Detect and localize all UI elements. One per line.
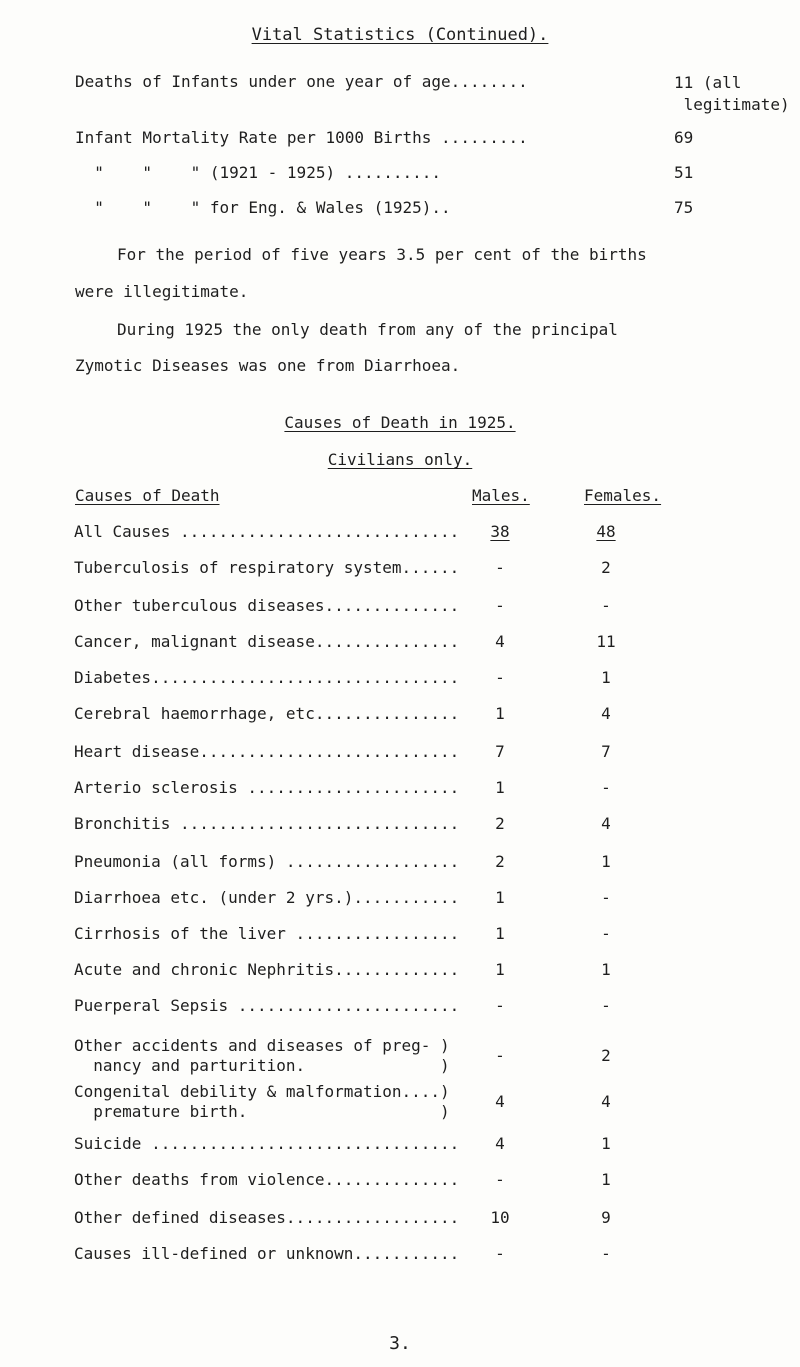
column-header-females: Females. [584, 486, 662, 505]
females-count: - [601, 778, 611, 797]
males-count: - [495, 1170, 505, 1189]
cause-label: Arterio sclerosis ...................... [74, 778, 460, 797]
males-count: 38 [490, 522, 510, 541]
females-count: 4 [601, 1092, 611, 1111]
females-count: 11 [596, 632, 616, 651]
males-count: 2 [495, 814, 505, 833]
females-count: - [601, 1244, 611, 1263]
cause-label: Diabetes................................ [74, 668, 460, 687]
paragraph: During 1925 the only death from any of the principal [117, 320, 618, 339]
stat-value: 51 [674, 163, 694, 182]
cause-label: Cancer, malignant disease............... [74, 632, 460, 651]
cause-label: Cirrhosis of the liver ................. [74, 924, 460, 943]
males-count: - [495, 668, 505, 687]
stat-value: 11 (all legitimate) [674, 73, 790, 114]
page-title: Vital Statistics (Continued). [251, 25, 549, 45]
cause-label: Congenital debility & malformation....) premature birth. ) [74, 1082, 450, 1121]
stat-value: 69 [674, 128, 694, 147]
cause-label: All Causes ............................. [74, 522, 460, 541]
females-count: 1 [601, 960, 611, 979]
females-count: 1 [601, 1170, 611, 1189]
cause-label: Pneumonia (all forms) .................. [74, 852, 460, 871]
males-count: 4 [495, 1092, 505, 1111]
females-count: 48 [596, 522, 616, 541]
cause-label: Other accidents and diseases of preg- ) nancy and parturition. ) [74, 1036, 450, 1075]
females-count: 9 [601, 1208, 611, 1227]
females-count: 1 [601, 1134, 611, 1153]
females-count: - [601, 924, 611, 943]
males-count: 2 [495, 852, 505, 871]
males-count: 7 [495, 742, 505, 761]
cause-label: Heart disease........................... [74, 742, 460, 761]
females-count: 4 [601, 704, 611, 723]
cause-label: Cerebral haemorrhage, etc............... [74, 704, 460, 723]
cause-label: Causes ill-defined or unknown........... [74, 1244, 460, 1263]
cause-label: Tuberculosis of respiratory system...... [74, 558, 460, 577]
males-count: 1 [495, 704, 505, 723]
males-count: 4 [495, 1134, 505, 1153]
stat-label: Infant Mortality Rate per 1000 Births ......... [75, 128, 528, 147]
males-count: - [495, 1046, 505, 1065]
females-count: 7 [601, 742, 611, 761]
males-count: - [495, 996, 505, 1015]
females-count: 4 [601, 814, 611, 833]
stat-value: 75 [674, 198, 694, 217]
females-count: - [601, 996, 611, 1015]
cause-label: Diarrhoea etc. (under 2 yrs.)........... [74, 888, 460, 907]
column-header-males: Males. [472, 486, 530, 505]
females-count: - [601, 888, 611, 907]
stat-label: " " " (1921 - 1925) .......... [75, 163, 442, 182]
table-title: Causes of Death in 1925. [284, 413, 516, 432]
females-count: 2 [601, 558, 611, 577]
females-count: 1 [601, 852, 611, 871]
column-header-cause: Causes of Death [75, 486, 220, 505]
cause-label: Suicide ................................ [74, 1134, 460, 1153]
females-count: 1 [601, 668, 611, 687]
males-count: 1 [495, 888, 505, 907]
males-count: 1 [495, 778, 505, 797]
males-count: 1 [495, 960, 505, 979]
stat-label: " " " for Eng. & Wales (1925).. [75, 198, 451, 217]
females-count: - [601, 596, 611, 615]
males-count: 4 [495, 632, 505, 651]
table-subtitle: Civilians only. [327, 450, 473, 469]
females-count: 2 [601, 1046, 611, 1065]
cause-label: Other defined diseases.................. [74, 1208, 460, 1227]
page-number: 3. [389, 1333, 411, 1354]
stat-label: Deaths of Infants under one year of age........ [75, 72, 528, 91]
males-count: - [495, 558, 505, 577]
cause-label: Puerperal Sepsis ....................... [74, 996, 460, 1015]
males-count: - [495, 1244, 505, 1263]
males-count: 1 [495, 924, 505, 943]
cause-label: Other deaths from violence.............. [74, 1170, 460, 1189]
paragraph: were illegitimate. [75, 282, 249, 301]
males-count: - [495, 596, 505, 615]
males-count: 10 [490, 1208, 510, 1227]
paragraph: For the period of five years 3.5 per cent of the births [117, 245, 647, 264]
cause-label: Bronchitis ............................. [74, 814, 460, 833]
cause-label: Other tuberculous diseases.............. [74, 596, 460, 615]
cause-label: Acute and chronic Nephritis............. [74, 960, 460, 979]
paragraph: Zymotic Diseases was one from Diarrhoea. [75, 356, 461, 375]
